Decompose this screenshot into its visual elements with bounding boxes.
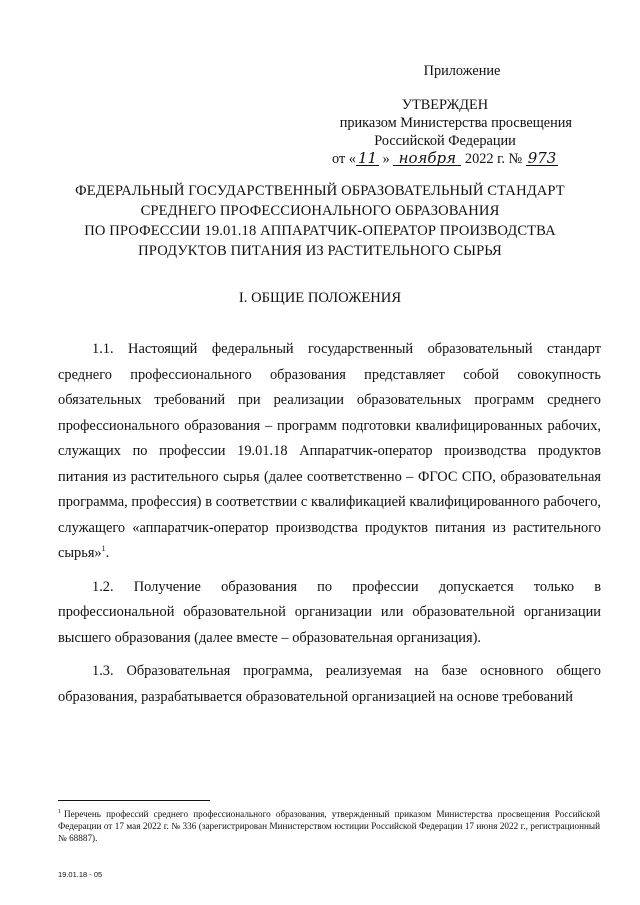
- paragraph-1-3: 1.3. Образовательная программа, реализуемая на базе основного общего образования, разрабатывается образовательной организацией на основе требований: [58, 663, 601, 705]
- title-line-1: ФЕДЕРАЛЬНЫЙ ГОСУДАРСТВЕННЫЙ ОБРАЗОВАТЕЛЬНЫЙ СТАНДАРТ: [75, 183, 565, 199]
- footnote-reference: 1: [101, 544, 106, 554]
- footnote-divider: [58, 800, 210, 801]
- date-prefix: от «: [332, 151, 356, 167]
- title-line-4: ПРОДУКТОВ ПИТАНИЯ ИЗ РАСТИТЕЛЬНОГО СЫРЬЯ: [138, 243, 502, 259]
- paragraph-1-1-end: .: [105, 545, 110, 561]
- annex-label: Приложение: [423, 63, 501, 79]
- document-title: [40, 181, 600, 261]
- year-text: 2022 г. №: [464, 151, 523, 167]
- title-line-2: СРЕДНЕГО ПРОФЕССИОНАЛЬНОГО ОБРАЗОВАНИЯ: [140, 203, 500, 219]
- paragraph-1-1-text: 1.1. Настоящий федеральный государственный образовательный стандарт среднего профессионального образования представляет собой совокупность обязательных требований при реализации образовательных программ среднего профессионального образования – программ подготовки квалифицированных рабочих, служащих по профессии 19.01.18 Аппаратчик-оператор производства продуктов питания из растительного сырья (далее соответственно – ФГОС СПО, образовательная программа, профессия) в соответствии с квалификацией квалифицированного рабочего, служащего «аппаратчик-оператор производства продуктов питания из растительного сырья»: [58, 341, 601, 561]
- document-body: [58, 337, 601, 718]
- order-line-2: Российской Федерации: [374, 133, 516, 149]
- order-date-line: [332, 150, 558, 169]
- paragraph-1-1: [58, 337, 601, 567]
- paragraph-1-2: 1.2. Получение образования по профессии допускается только в профессиональной образовательной организации или образовательной организации высшего образования (далее вместе – образовательная организация).: [58, 578, 601, 646]
- order-line-1: приказом Министерства просвещения: [339, 115, 572, 131]
- footnote-mark: 1: [58, 808, 61, 815]
- document-code: 19.01.18 - 05: [58, 870, 103, 879]
- approved-label: УТВЕРЖДЕН: [401, 97, 489, 113]
- section-title: I. ОБЩИЕ ПОЛОЖЕНИЯ: [238, 290, 402, 306]
- date-mid: »: [382, 151, 390, 167]
- handwritten-month: ноября: [393, 151, 461, 166]
- title-line-3: ПО ПРОФЕССИИ 19.01.18 АППАРАТЧИК-ОПЕРАТОР ПРОИЗВОДСТВА: [84, 223, 556, 239]
- handwritten-number: 973: [527, 149, 557, 167]
- footnote: [58, 808, 600, 844]
- footnote-text: Перечень профессий среднего профессионального образования, утвержденный приказом Министерства просвещения Российской Федерации от 17 мая 2022 г. № 336 (зарегистрирован Министерством юстиции Российской Федерации 17 июня 2022 г., регистрационный № 68887).: [58, 809, 600, 843]
- handwritten-day: 11: [357, 149, 378, 167]
